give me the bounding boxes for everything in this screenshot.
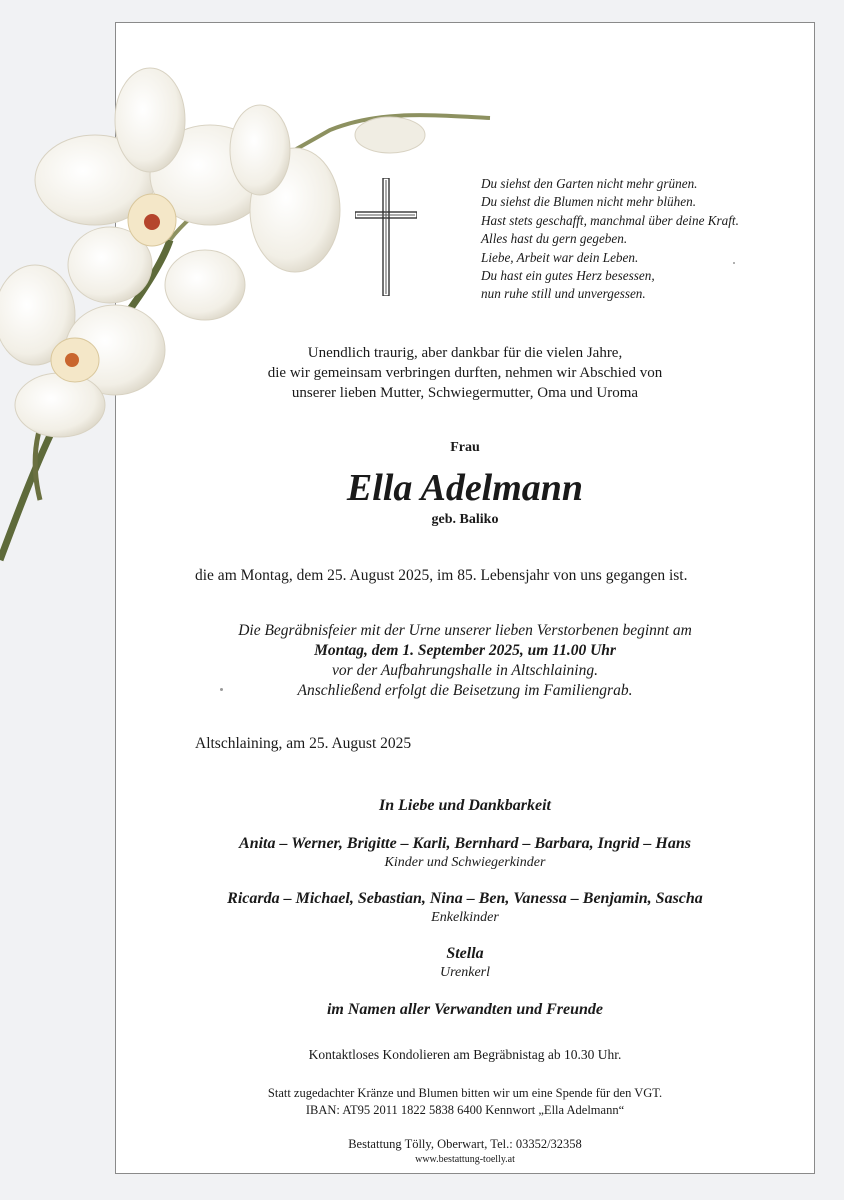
intro-line: die wir gemeinsam verbringen durften, nehmen wir Abschied von bbox=[267, 365, 663, 381]
poem-line: Alles hast du gern gegeben. bbox=[481, 231, 628, 247]
family-role: Enkelkinder bbox=[431, 910, 499, 925]
donation-note bbox=[115, 1085, 815, 1119]
poem-line: Du siehst die Blumen nicht mehr blühen. bbox=[481, 194, 696, 210]
scan-speck bbox=[733, 262, 735, 264]
funeral-date: Montag, dem 1. September 2025, um 11.00 Uhr bbox=[314, 642, 616, 659]
poem bbox=[481, 175, 801, 304]
family-group bbox=[115, 835, 815, 871]
honorific: Frau bbox=[450, 440, 480, 455]
undertaker-info: Bestattung Tölly, Oberwart, Tel.: 03352/32358 bbox=[348, 1137, 582, 1151]
birth-name: geb. Baliko bbox=[431, 512, 499, 527]
donation-iban: IBAN: AT95 2011 1822 5838 6400 Kennwort „Ella Adelmann“ bbox=[305, 1103, 625, 1117]
intro-text bbox=[115, 343, 815, 403]
family-role: Kinder und Schwiegerkinder bbox=[384, 855, 546, 870]
scan-speck bbox=[220, 688, 223, 691]
condolence-note: Kontaktloses Kondolieren am Begräbnistag ab 10.30 Uhr. bbox=[308, 1047, 622, 1062]
family-names: Anita – Werner, Brigitte – Karli, Bernhard – Barbara, Ingrid – Hans bbox=[239, 835, 691, 852]
love-heading: In Liebe und Dankbarkeit bbox=[378, 797, 551, 814]
death-notice: die am Montag, dem 25. August 2025, im 85. Lebensjahr von uns gegangen ist. bbox=[195, 567, 688, 584]
intro-line: unserer lieben Mutter, Schwiegermutter, Oma und Uroma bbox=[291, 385, 639, 401]
cross-icon bbox=[355, 178, 417, 296]
deceased-name: Ella Adelmann bbox=[346, 467, 584, 509]
family-group bbox=[115, 890, 815, 926]
family-names: Stella bbox=[446, 945, 484, 962]
funeral-line: vor der Aufbahrungshalle in Altschlaining. bbox=[332, 662, 598, 679]
poem-line: Du hast ein gutes Herz besessen, bbox=[481, 268, 655, 284]
all-relatives: im Namen aller Verwandten und Freunde bbox=[326, 1001, 604, 1018]
poem-line: Liebe, Arbeit war dein Leben. bbox=[481, 249, 639, 265]
website-link[interactable]: www.bestattung-toelly.at bbox=[415, 1154, 515, 1165]
poem-line: nun ruhe still und unvergessen. bbox=[481, 286, 646, 302]
intro-line: Unendlich traurig, aber dankbar für die vielen Jahre, bbox=[307, 345, 623, 361]
family-group bbox=[115, 945, 815, 981]
family-role: Urenkerl bbox=[439, 965, 491, 980]
place-date: Altschlaining, am 25. August 2025 bbox=[195, 735, 412, 752]
poem-line: Du siehst den Garten nicht mehr grünen. bbox=[481, 176, 698, 191]
funeral-line: Anschließend erfolgt die Beisetzung im Familiengrab. bbox=[297, 682, 633, 699]
donation-line: Statt zugedachter Kränze und Blumen bitten wir um eine Spende für den VGT. bbox=[267, 1086, 663, 1100]
funeral-line: Die Begräbnisfeier mit der Urne unserer lieben Verstorbenen beginnt am bbox=[238, 622, 692, 639]
poem-line: Hast stets geschafft, manchmal über deine Kraft. bbox=[481, 212, 739, 228]
family-names: Ricarda – Michael, Sebastian, Nina – Ben, Vanessa – Benjamin, Sascha bbox=[227, 890, 703, 907]
